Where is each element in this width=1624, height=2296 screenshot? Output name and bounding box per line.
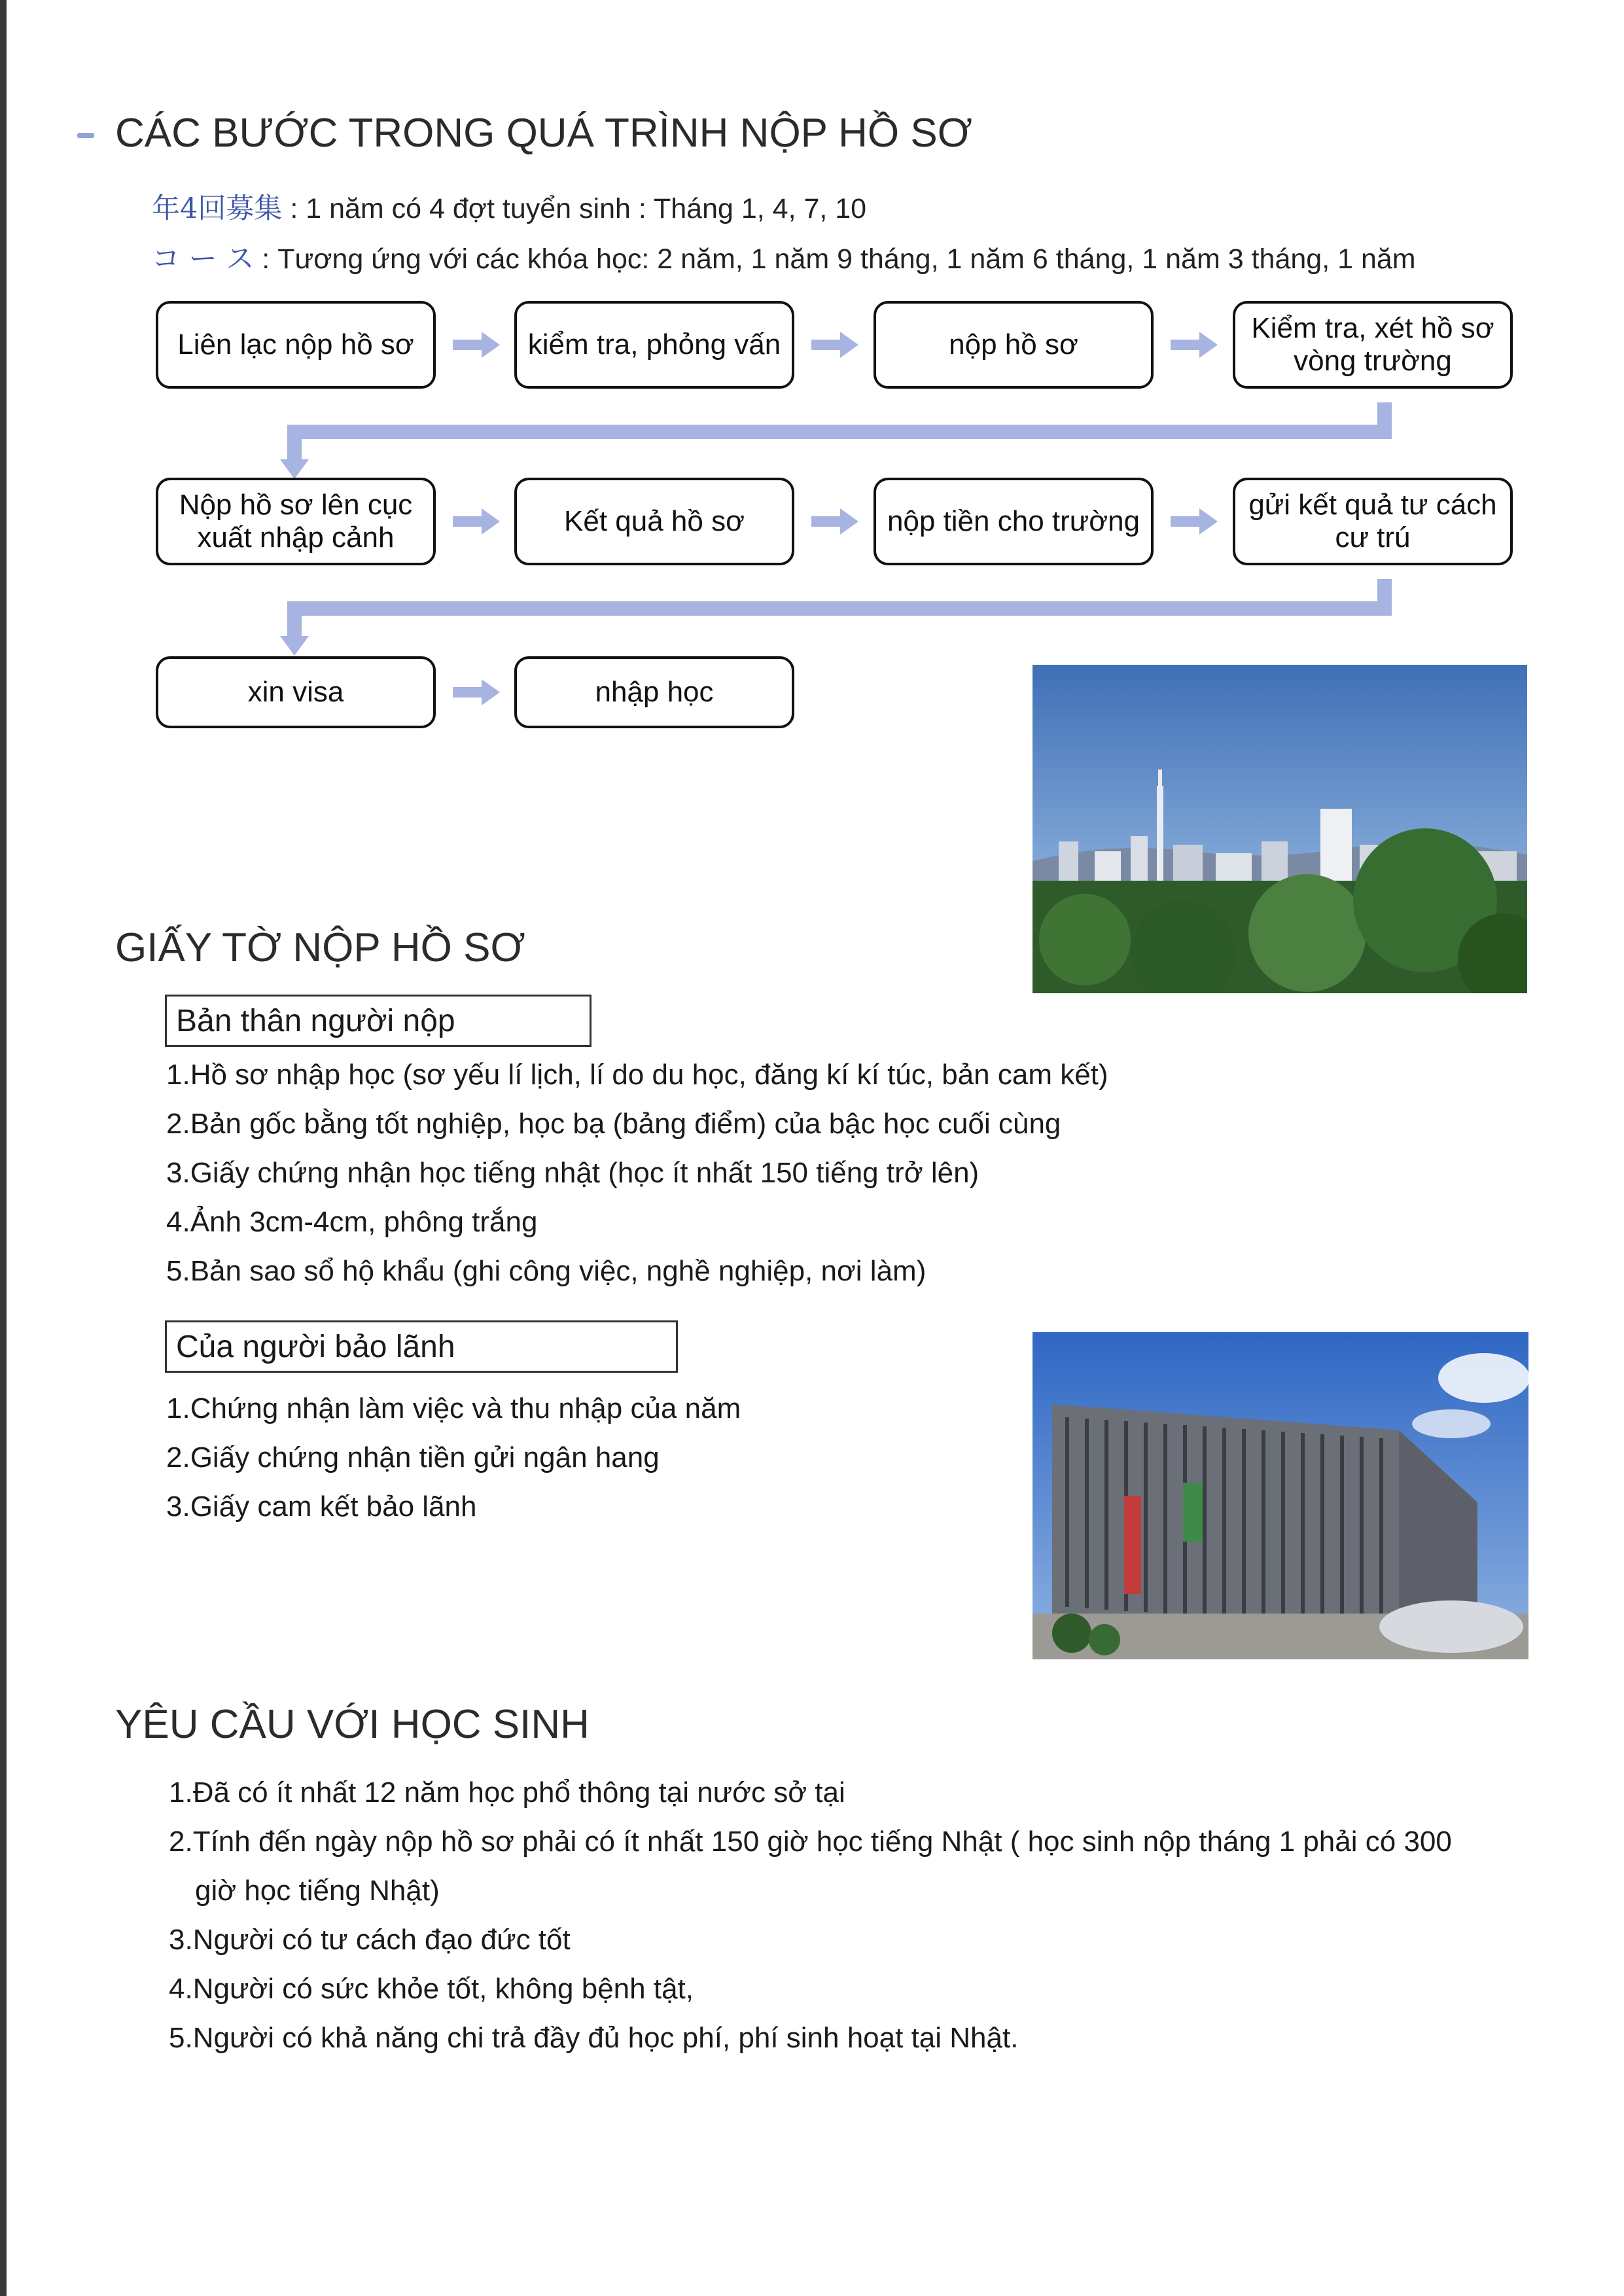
station-building-photo [1033, 1332, 1528, 1659]
step-box [514, 478, 794, 565]
course-text: : Tương ứng với các khóa học: 2 năm, 1 năm 9 tháng, 1 năm 6 tháng, 1 năm 3 tháng, 1 năm [262, 243, 1416, 275]
step-label: nộp hồ sơ [949, 328, 1078, 361]
list-item: 3.Giấy cam kết bảo lãnh [166, 1491, 477, 1523]
step-label: nhập học [595, 676, 714, 708]
requirements-list [169, 1768, 1452, 2062]
arrow-right-icon [811, 507, 858, 536]
list-item: 2.Giấy chứng nhận tiền gửi ngân hang [166, 1441, 660, 1474]
step-label: xin visa [247, 676, 344, 708]
step-box [1233, 301, 1513, 389]
connector-arrow-icon [275, 399, 1394, 481]
step-box [514, 301, 794, 389]
arrow-right-icon [453, 330, 500, 359]
arrow-right-icon [1171, 507, 1218, 536]
list-item: 3.Người có tư cách đạo đức tốt [169, 1924, 571, 1956]
connector-arrow-icon [275, 576, 1394, 658]
applicant-label: Bản thân người nộp [176, 1003, 455, 1038]
list-item: 1.Đã có ít nhất 12 năm học phổ thông tại nước sở tại [169, 1776, 845, 1809]
scan-edge [0, 0, 7, 2296]
list-item: 5.Người có khả năng chi trả đầy đủ học phí, phí sinh hoạt tại Nhật. [169, 2022, 1019, 2054]
step-label: kiểm tra, phỏng vấn [527, 328, 781, 361]
list-item: 2.Bản gốc bằng tốt nghiệp, học bạ (bảng điểm) của bậc học cuối cùng [166, 1108, 1061, 1140]
section-marker [77, 133, 94, 138]
course-label-jp: コ ー ス [152, 243, 255, 275]
step-box [156, 656, 436, 728]
step-label: Liên lạc nộp hồ sơ [177, 328, 414, 361]
list-item: 4.Ảnh 3cm-4cm, phông trắng [166, 1206, 538, 1238]
sponsor-label: Của người bảo lãnh [176, 1329, 455, 1364]
list-item: 5.Bản sao sổ hộ khẩu (ghi công việc, nghề nghiệp, nơi làm) [166, 1255, 927, 1287]
step-box [874, 301, 1154, 389]
list-item: 1.Chứng nhận làm việc và thu nhập của năm [166, 1392, 741, 1424]
list-item: 1.Hồ sơ nhập học (sơ yếu lí lịch, lí do du học, đăng kí kí túc, bản cam kết) [166, 1059, 1108, 1091]
step-label: Nộp hồ sơ lên cục xuất nhập cảnh [179, 489, 413, 554]
sponsor-list [166, 1384, 741, 1531]
applicant-list [166, 1050, 1108, 1296]
section3-title: YÊU CẦU VỚI HỌC SINH [115, 1702, 590, 1747]
section2-title: GIẤY TỜ NỘP HỒ SƠ [115, 925, 525, 970]
intake-text: : 1 năm có 4 đợt tuyển sinh : Tháng 1, 4, 7, 10 [290, 193, 867, 224]
arrow-right-icon [453, 507, 500, 536]
step-label: nộp tiền cho trường [887, 505, 1140, 537]
city-skyline-photo [1033, 665, 1527, 993]
step-label: gửi kết quả tư cách cư trú [1248, 489, 1497, 554]
applicant-label-box [165, 995, 591, 1047]
step-box [1233, 478, 1513, 565]
arrow-right-icon [811, 330, 858, 359]
course-line [152, 237, 1416, 277]
list-item: 3.Giấy chứng nhận học tiếng nhật (học ít nhất 150 tiếng trở lên) [166, 1157, 980, 1189]
arrow-right-icon [453, 678, 500, 707]
list-item: 2.Tính đến ngày nộp hồ sơ phải có ít nhất 150 giờ học tiếng Nhật ( học sinh nộp tháng 1 phải có 300 [169, 1826, 1452, 1858]
sponsor-label-box [165, 1320, 678, 1373]
intake-line [152, 186, 866, 226]
step-label: Kết quả hồ sơ [564, 505, 745, 537]
step-box [156, 301, 436, 389]
step-box [514, 656, 794, 728]
step-label: Kiểm tra, xét hồ sơ vòng trường [1251, 312, 1494, 377]
list-item: 4.Người có sức khỏe tốt, không bệnh tật, [169, 1973, 694, 2005]
section1-title: CÁC BƯỚC TRONG QUÁ TRÌNH NỘP HỒ SƠ [115, 111, 972, 156]
step-box [156, 478, 436, 565]
step-box [874, 478, 1154, 565]
arrow-right-icon [1171, 330, 1218, 359]
intake-label-jp: 年4回募集 [152, 192, 283, 225]
list-item: giờ học tiếng Nhật) [195, 1875, 440, 1907]
